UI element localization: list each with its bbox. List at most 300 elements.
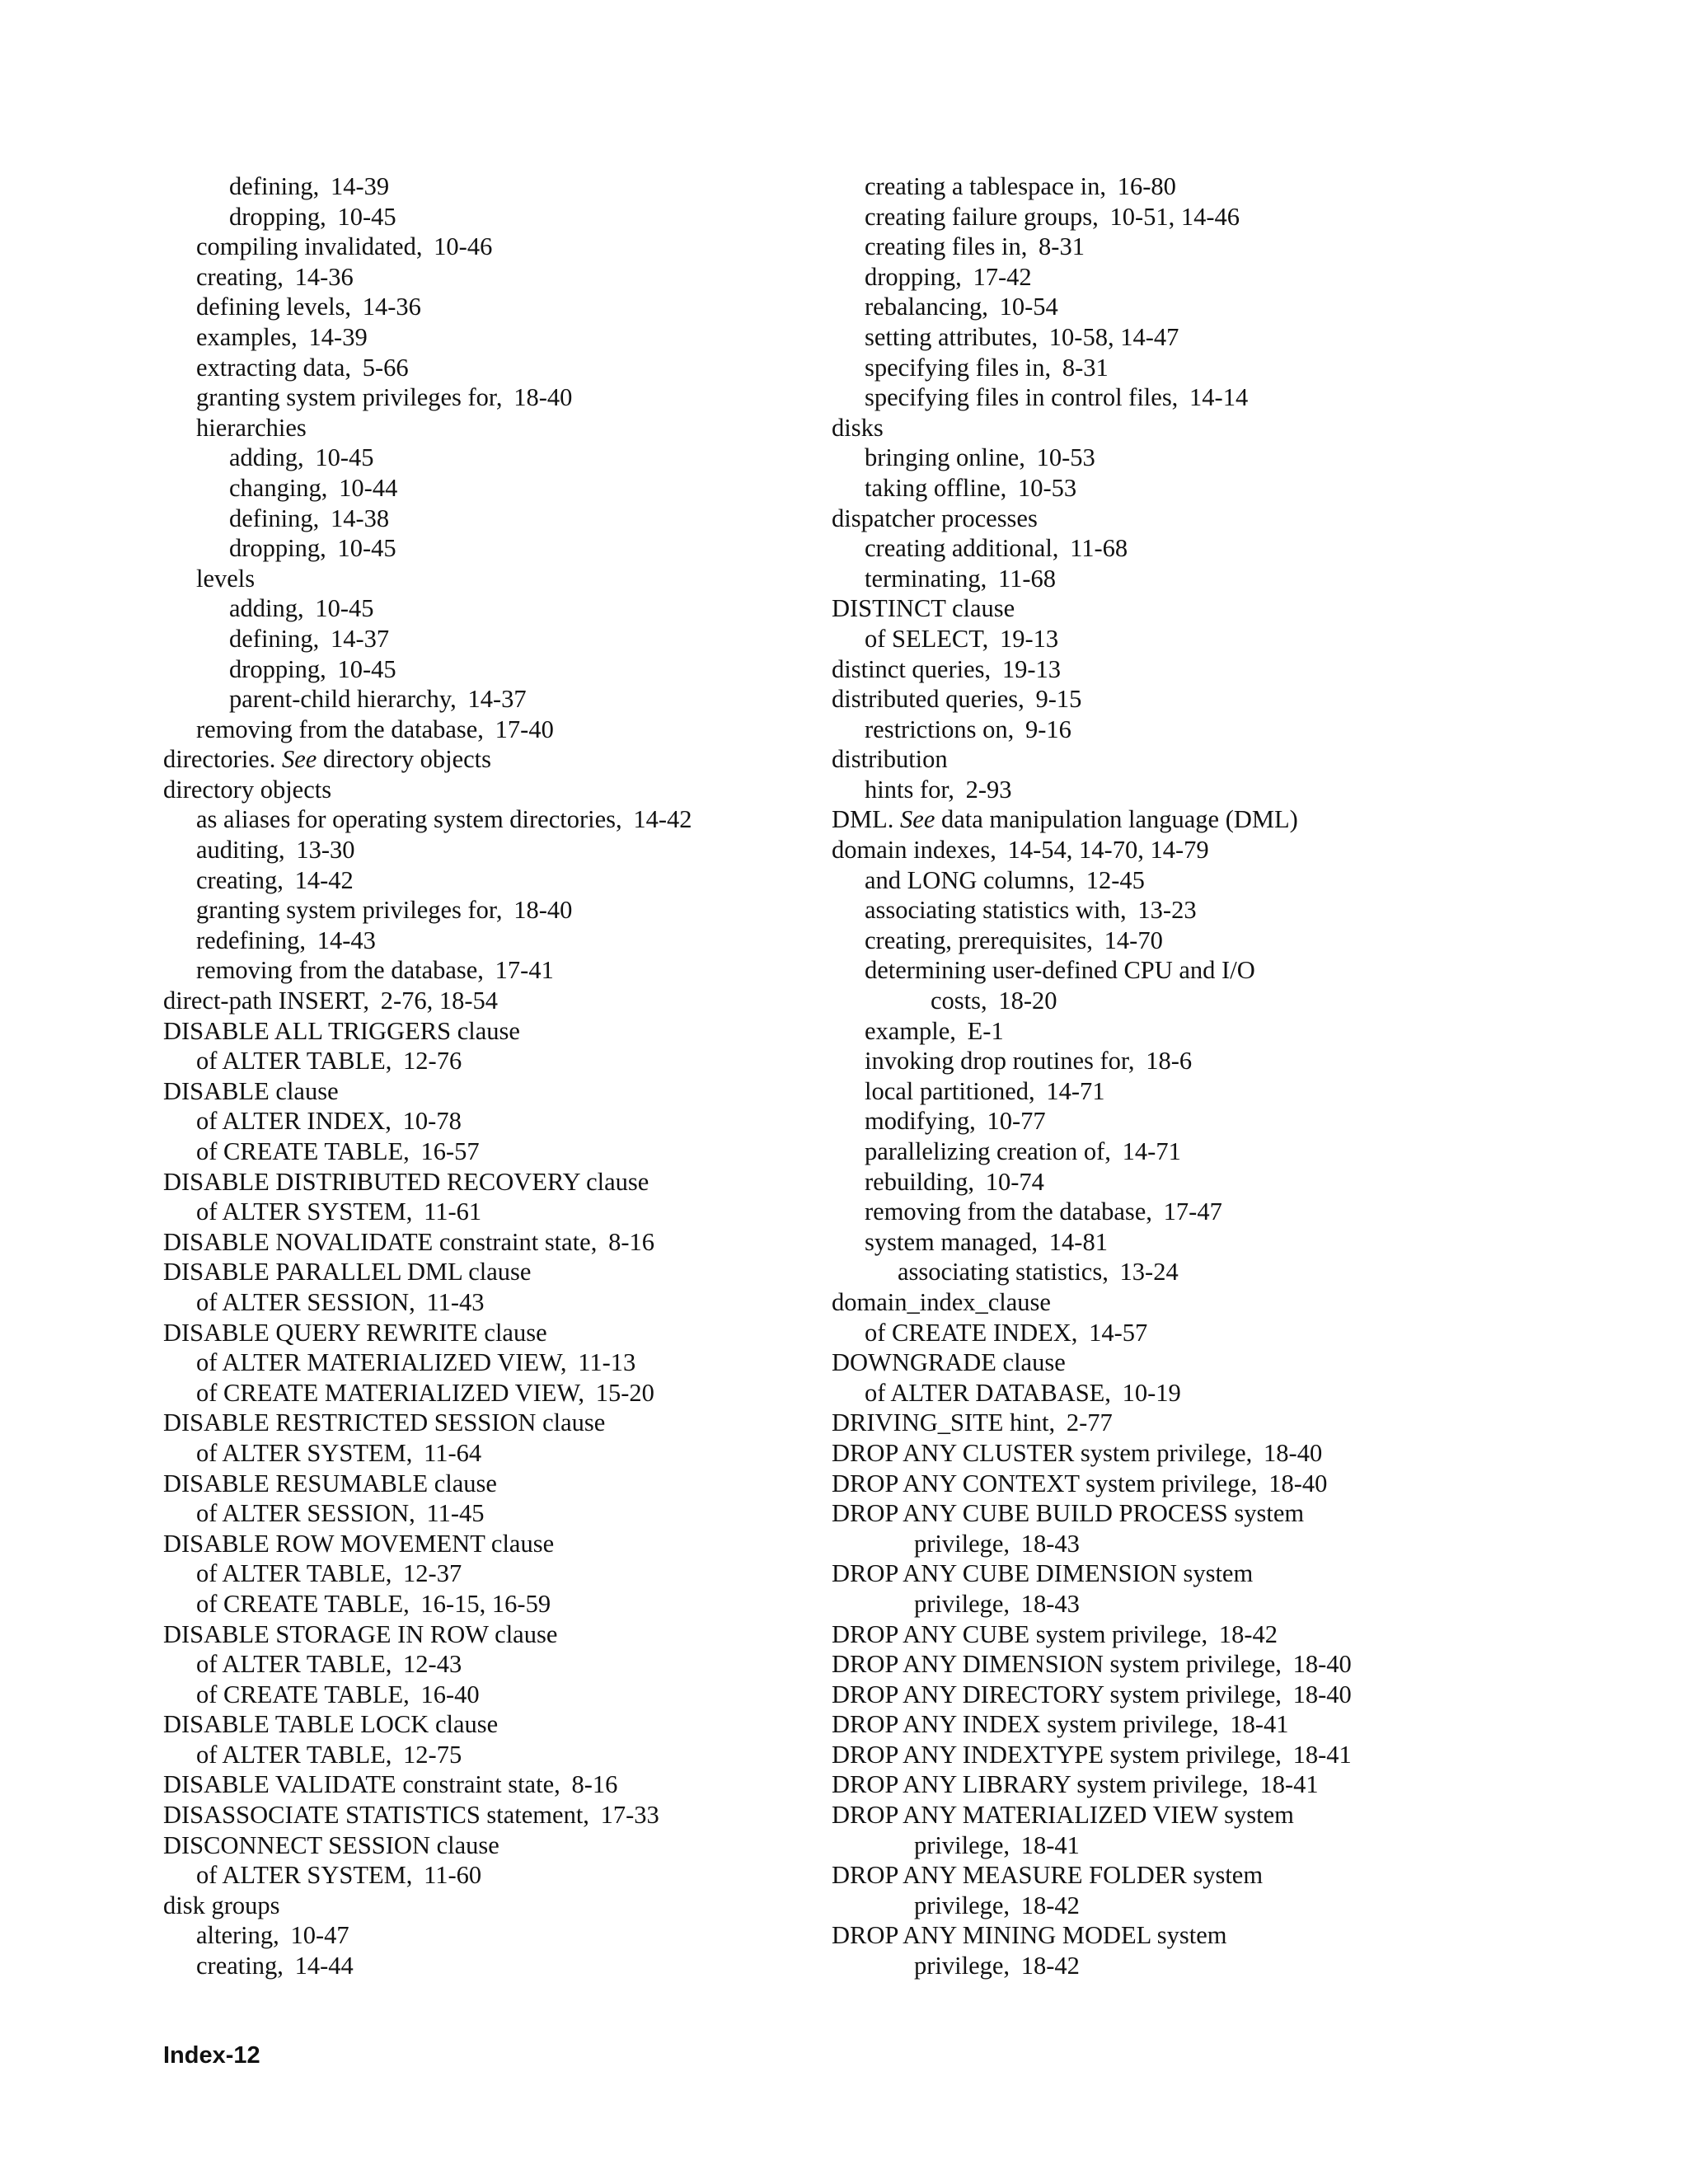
index-term: terminating, xyxy=(865,564,987,593)
index-term: defining levels, xyxy=(196,293,352,321)
page-reference: 14-70 xyxy=(1104,926,1163,954)
page-reference: 14-39 xyxy=(308,322,368,351)
index-term: adding, xyxy=(229,443,304,472)
page-reference: 12-76 xyxy=(403,1047,462,1076)
index-term: DISABLE RESTRICTED SESSION clause xyxy=(163,1408,606,1437)
index-term: associating statistics with, xyxy=(865,896,1127,925)
index-entry xyxy=(832,171,1507,202)
index-entry xyxy=(832,202,1507,232)
page-reference: 10-74 xyxy=(985,1167,1044,1196)
page-reference: 19-13 xyxy=(1001,654,1062,683)
index-entry xyxy=(832,654,1507,685)
index-term: redefining, xyxy=(196,926,306,954)
page-reference: 18-41 xyxy=(1230,1710,1289,1739)
index-term: dropping, xyxy=(229,534,326,563)
index-entry xyxy=(163,986,839,1016)
index-entry xyxy=(832,413,1507,443)
index-entry xyxy=(163,1680,839,1710)
index-term: DROP ANY LIBRARY system privilege, xyxy=(832,1770,1249,1799)
index-term: DOWNGRADE clause xyxy=(832,1348,1066,1377)
index-entry xyxy=(163,1891,839,1921)
index-term: system managed, xyxy=(865,1227,1039,1256)
index-entry xyxy=(832,1287,1507,1318)
page-reference: 14-71 xyxy=(1046,1076,1105,1105)
index-term: of CREATE TABLE, xyxy=(196,1680,410,1708)
page-footer-label: Index-12 xyxy=(163,2042,260,2069)
page-reference: 14-39 xyxy=(331,172,390,200)
index-entry xyxy=(832,1469,1507,1499)
index-entry xyxy=(163,443,839,473)
index-entry xyxy=(163,1106,839,1137)
index-term: domain_index_clause xyxy=(832,1287,1051,1316)
index-term: levels xyxy=(196,564,256,593)
index-entry xyxy=(832,1589,1507,1619)
index-term: removing from the database, xyxy=(196,956,484,985)
page-reference: 16-57 xyxy=(420,1137,480,1165)
page-reference: 18-40 xyxy=(513,383,573,412)
index-term: distribution xyxy=(832,745,948,774)
index-entry xyxy=(163,1137,839,1167)
index-term: DISABLE TABLE LOCK clause xyxy=(163,1710,499,1739)
index-entry xyxy=(832,804,1507,835)
see-reference-target: directory objects xyxy=(322,745,492,774)
index-term: domain indexes, xyxy=(832,836,996,865)
index-term: bringing online, xyxy=(865,443,1025,472)
index-entry xyxy=(832,1197,1507,1227)
index-term: extracting data, xyxy=(196,353,351,382)
index-term: of ALTER SESSION, xyxy=(196,1287,415,1316)
page-reference: 18-42 xyxy=(1020,1891,1080,1919)
index-term: DROP ANY MINING MODEL system xyxy=(832,1921,1227,1950)
page-reference: 17-41 xyxy=(495,956,554,985)
index-term: creating, xyxy=(196,262,284,291)
index-entry xyxy=(163,564,839,594)
page-reference: 12-75 xyxy=(403,1740,462,1769)
index-term: DISTINCT clause xyxy=(832,594,1015,623)
index-term: DRIVING_SITE hint, xyxy=(832,1408,1056,1437)
index-term: of ALTER TABLE, xyxy=(196,1740,392,1769)
index-term: directories. xyxy=(163,745,276,774)
index-entry xyxy=(163,533,839,564)
index-entry xyxy=(163,473,839,504)
index-term: privilege, xyxy=(914,1891,1010,1919)
index-entry xyxy=(163,1076,839,1107)
page-reference: 14-37 xyxy=(331,624,390,653)
index-entry xyxy=(163,262,839,293)
page-reference: 11-68 xyxy=(997,564,1056,593)
index-term: of ALTER SYSTEM, xyxy=(196,1438,413,1467)
index-entry xyxy=(832,1046,1507,1076)
index-entry xyxy=(832,895,1507,926)
page-reference: 10-46 xyxy=(434,232,493,261)
index-term: DISCONNECT SESSION clause xyxy=(163,1830,499,1859)
index-entry xyxy=(163,1709,839,1740)
page-reference: 11-60 xyxy=(424,1861,482,1890)
index-entry xyxy=(832,1408,1507,1438)
index-term: DROP ANY DIRECTORY system privilege, xyxy=(832,1680,1282,1708)
page-reference: 8-31 xyxy=(1039,232,1085,261)
index-entry xyxy=(832,684,1507,715)
index-term: DISABLE DISTRIBUTED RECOVERY clause xyxy=(163,1167,649,1196)
page-reference: 17-40 xyxy=(495,715,554,743)
index-entry xyxy=(163,1558,839,1589)
page-reference: 14-37 xyxy=(467,685,527,714)
page-reference: 18-40 xyxy=(1268,1469,1328,1497)
index-term: privilege, xyxy=(914,1589,1010,1618)
page-reference: 2-76, 18-54 xyxy=(380,987,499,1015)
index-term: privilege, xyxy=(914,1952,1010,1980)
page-reference: 9-15 xyxy=(1035,685,1082,714)
index-term: of ALTER TABLE, xyxy=(196,1559,392,1588)
index-term: DROP ANY CUBE DIMENSION system xyxy=(832,1559,1254,1588)
page-reference: 18-40 xyxy=(1292,1650,1352,1679)
index-entry xyxy=(163,955,839,986)
index-term: dropping, xyxy=(229,202,326,231)
index-term: defining, xyxy=(229,504,320,532)
index-entry xyxy=(832,1891,1507,1921)
index-entry xyxy=(832,1076,1507,1107)
index-entry xyxy=(832,1680,1507,1710)
index-entry xyxy=(832,322,1507,353)
index-entry xyxy=(832,353,1507,383)
index-entry xyxy=(163,593,839,624)
index-term: parallelizing creation of, xyxy=(865,1137,1111,1165)
page-reference: 18-41 xyxy=(1292,1740,1352,1769)
index-entry xyxy=(163,865,839,896)
index-term: granting system privileges for, xyxy=(196,383,503,412)
index-entry xyxy=(832,1951,1507,1981)
index-term: of CREATE MATERIALIZED VIEW, xyxy=(196,1378,585,1407)
index-entry xyxy=(163,232,839,262)
page-reference: 11-45 xyxy=(426,1499,485,1528)
see-reference-target: data manipulation language (DML) xyxy=(940,805,1298,834)
index-term: altering, xyxy=(196,1921,279,1950)
index-column-left xyxy=(163,171,839,1981)
index-term: granting system privileges for, xyxy=(196,896,503,925)
page-reference: 10-53 xyxy=(1017,473,1077,502)
index-term: dispatcher processes xyxy=(832,504,1038,532)
index-entry xyxy=(163,1529,839,1559)
index-entry xyxy=(163,775,839,805)
index-term: defining, xyxy=(229,624,320,653)
index-term: of CREATE TABLE, xyxy=(196,1137,410,1165)
page-reference: 18-40 xyxy=(513,896,573,925)
index-entry xyxy=(832,1347,1507,1378)
page-reference: 18-42 xyxy=(1020,1952,1080,1980)
index-term: restrictions on, xyxy=(865,715,1015,743)
index-term: taking offline, xyxy=(865,473,1007,502)
index-term: hints for, xyxy=(865,775,954,804)
page-reference: 18-43 xyxy=(1020,1589,1080,1618)
index-term: compiling invalidated, xyxy=(196,232,423,261)
index-term: dropping, xyxy=(229,654,326,683)
index-entry xyxy=(832,292,1507,322)
page-reference: 18-41 xyxy=(1259,1770,1319,1799)
page-reference: 2-77 xyxy=(1066,1408,1113,1437)
index-term: adding, xyxy=(229,594,304,623)
index-term: creating, prerequisites, xyxy=(865,926,1093,954)
page-reference: 14-36 xyxy=(294,262,354,291)
page-reference: 10-45 xyxy=(337,534,396,563)
index-term: DISABLE NOVALIDATE constraint state, xyxy=(163,1227,598,1256)
index-entry xyxy=(163,353,839,383)
page-reference: 14-54, 14-70, 14-79 xyxy=(1007,836,1209,865)
index-term: as aliases for operating system directories, xyxy=(196,805,622,834)
index-entry xyxy=(832,1257,1507,1287)
index-entry xyxy=(163,1800,839,1830)
index-term: DML. xyxy=(832,805,894,834)
index-entry xyxy=(163,1951,839,1981)
index-term: DISABLE QUERY REWRITE clause xyxy=(163,1318,547,1347)
page-reference: 13-24 xyxy=(1119,1258,1179,1286)
index-entry xyxy=(163,1830,839,1861)
index-entry xyxy=(832,443,1507,473)
index-entry xyxy=(163,654,839,685)
index-term: example, xyxy=(865,1016,956,1045)
page-reference: 16-80 xyxy=(1117,172,1176,200)
index-term: DISABLE ALL TRIGGERS clause xyxy=(163,1016,520,1045)
index-entry xyxy=(163,804,839,835)
index-entry xyxy=(163,292,839,322)
index-term: invoking drop routines for, xyxy=(865,1047,1135,1076)
index-entry xyxy=(832,955,1507,986)
page-reference: 10-58, 14-47 xyxy=(1048,322,1179,351)
page-reference: 18-40 xyxy=(1264,1438,1323,1467)
page-reference: 14-42 xyxy=(633,805,692,834)
index-entry xyxy=(832,473,1507,504)
page-reference: 14-42 xyxy=(294,865,354,894)
index-entry xyxy=(832,1920,1507,1951)
index-entry xyxy=(832,1860,1507,1891)
index-term: parent-child hierarchy, xyxy=(229,685,457,714)
page-reference: 14-44 xyxy=(294,1952,354,1980)
page-reference: 10-51, 14-46 xyxy=(1109,202,1240,231)
index-term: auditing, xyxy=(196,836,285,865)
index-term: creating files in, xyxy=(865,232,1028,261)
page-reference: 18-43 xyxy=(1020,1529,1080,1558)
page-reference: 13-23 xyxy=(1137,896,1197,925)
index-entry xyxy=(163,1016,839,1047)
index-entry xyxy=(832,1378,1507,1408)
page-reference: 14-43 xyxy=(316,926,376,954)
page-reference: 5-66 xyxy=(362,353,409,382)
page-reference: 11-68 xyxy=(1070,534,1128,563)
index-term: DROP ANY INDEXTYPE system privilege, xyxy=(832,1740,1282,1769)
page-reference: 18-41 xyxy=(1020,1830,1080,1859)
index-entry xyxy=(163,624,839,654)
index-term: DROP ANY CONTEXT system privilege, xyxy=(832,1469,1258,1497)
index-entry xyxy=(832,926,1507,956)
index-term: DISABLE VALIDATE constraint state, xyxy=(163,1770,560,1799)
index-entry xyxy=(832,1529,1507,1559)
index-entry xyxy=(163,1860,839,1891)
index-entry xyxy=(832,1167,1507,1197)
index-entry xyxy=(832,1227,1507,1258)
index-term: DROP ANY MEASURE FOLDER system xyxy=(832,1861,1264,1890)
index-term: creating failure groups, xyxy=(865,202,1099,231)
index-term: examples, xyxy=(196,322,298,351)
index-term: privilege, xyxy=(914,1830,1010,1859)
index-entry xyxy=(163,835,839,865)
page-reference: 14-71 xyxy=(1122,1137,1181,1165)
index-entry xyxy=(832,382,1507,413)
index-entry xyxy=(163,1167,839,1197)
page-reference: 12-37 xyxy=(403,1559,462,1588)
index-term: of ALTER INDEX, xyxy=(196,1107,392,1136)
page-reference: 10-53 xyxy=(1036,443,1095,472)
page-reference: 10-19 xyxy=(1122,1378,1181,1407)
index-term: of ALTER DATABASE, xyxy=(865,1378,1111,1407)
index-term: rebalancing, xyxy=(865,293,988,321)
index-entry xyxy=(163,1438,839,1469)
index-entry xyxy=(832,533,1507,564)
index-entry xyxy=(163,1769,839,1800)
index-entry xyxy=(163,1227,839,1258)
index-entry xyxy=(832,1709,1507,1740)
index-term: directory objects xyxy=(163,775,332,804)
page-reference: 16-40 xyxy=(420,1680,480,1708)
page-reference: 13-30 xyxy=(296,836,355,865)
index-term: of CREATE TABLE, xyxy=(196,1589,410,1618)
index-term: DROP ANY DIMENSION system privilege, xyxy=(832,1650,1282,1679)
page-reference: 11-61 xyxy=(424,1197,482,1226)
see-reference-label: See xyxy=(281,745,317,774)
index-entry xyxy=(163,1740,839,1770)
index-entry xyxy=(832,1830,1507,1861)
page-reference: 2-93 xyxy=(965,775,1012,804)
index-entry xyxy=(163,171,839,202)
index-term: of CREATE INDEX, xyxy=(865,1318,1078,1347)
index-term: of SELECT, xyxy=(865,624,989,653)
index-entry xyxy=(163,1408,839,1438)
page-reference: 17-33 xyxy=(600,1801,659,1830)
index-term: of ALTER SYSTEM, xyxy=(196,1197,413,1226)
index-entry xyxy=(163,1649,839,1680)
index-term: specifying files in, xyxy=(865,353,1052,382)
index-term: costs, xyxy=(931,987,987,1015)
index-term: creating a tablespace in, xyxy=(865,172,1106,200)
index-term: removing from the database, xyxy=(865,1197,1152,1226)
index-term: of ALTER SESSION, xyxy=(196,1499,415,1528)
index-term: privilege, xyxy=(914,1529,1010,1558)
index-entry xyxy=(163,382,839,413)
page-reference: 8-31 xyxy=(1062,353,1109,382)
page-reference: 10-45 xyxy=(337,654,396,683)
page-reference: 19-13 xyxy=(999,624,1059,653)
index-entry xyxy=(163,1498,839,1529)
index-term: DROP ANY MATERIALIZED VIEW system xyxy=(832,1801,1294,1830)
page-reference: 10-78 xyxy=(402,1107,462,1136)
index-entry xyxy=(163,1318,839,1348)
index-term: creating, xyxy=(196,865,284,894)
page-reference: 14-38 xyxy=(331,504,390,532)
index-term: distributed queries, xyxy=(832,685,1025,714)
index-term: distinct queries, xyxy=(832,654,992,683)
page-reference: 11-64 xyxy=(424,1438,482,1467)
index-term: DISABLE STORAGE IN ROW clause xyxy=(163,1619,558,1648)
index-entry xyxy=(163,504,839,534)
index-entry xyxy=(832,1619,1507,1650)
index-entry xyxy=(832,232,1507,262)
index-entry xyxy=(832,775,1507,805)
index-term: associating statistics, xyxy=(898,1258,1109,1286)
index-term: defining, xyxy=(229,172,320,200)
index-entry xyxy=(832,1318,1507,1348)
index-term: DISASSOCIATE STATISTICS statement, xyxy=(163,1801,589,1830)
index-entry xyxy=(832,1438,1507,1469)
index-entry xyxy=(163,1046,839,1076)
page-reference: 10-45 xyxy=(337,202,396,231)
index-entry xyxy=(832,715,1507,745)
index-entry xyxy=(832,1649,1507,1680)
page-reference: 14-14 xyxy=(1189,383,1249,412)
index-term: DROP ANY INDEX system privilege, xyxy=(832,1710,1219,1739)
page-reference: 11-43 xyxy=(426,1287,485,1316)
page-reference: 8-16 xyxy=(608,1227,654,1256)
page-reference: 18-20 xyxy=(998,987,1057,1015)
page-reference: 10-77 xyxy=(987,1107,1046,1136)
page-reference: 16-15, 16-59 xyxy=(420,1589,551,1618)
index-entry xyxy=(832,1498,1507,1529)
index-entry xyxy=(163,926,839,956)
index-entry xyxy=(832,504,1507,534)
index-entry xyxy=(832,1769,1507,1800)
see-reference-label: See xyxy=(900,805,935,834)
index-term: creating, xyxy=(196,1952,284,1980)
index-entry xyxy=(163,413,839,443)
page-reference: 8-16 xyxy=(571,1770,618,1799)
page-reference: E-1 xyxy=(967,1016,1004,1045)
index-entry xyxy=(163,895,839,926)
index-entry xyxy=(163,1197,839,1227)
index-column-right xyxy=(832,171,1507,1981)
index-term: dropping, xyxy=(865,262,962,291)
index-entry xyxy=(163,1469,839,1499)
index-entry xyxy=(832,865,1507,896)
page-reference: 15-20 xyxy=(595,1378,654,1407)
index-term: direct-path INSERT, xyxy=(163,987,370,1015)
index-entry xyxy=(163,1619,839,1650)
index-entry xyxy=(832,564,1507,594)
index-entry xyxy=(832,262,1507,293)
page-reference: 17-42 xyxy=(973,262,1032,291)
index-term: DISABLE PARALLEL DML clause xyxy=(163,1258,532,1286)
page-reference: 10-45 xyxy=(315,443,374,472)
index-term: local partitioned, xyxy=(865,1076,1035,1105)
index-entry xyxy=(163,1287,839,1318)
index-entry xyxy=(163,715,839,745)
page-reference: 10-54 xyxy=(999,293,1058,321)
index-term: changing, xyxy=(229,473,328,502)
index-entry xyxy=(163,1257,839,1287)
index-entry xyxy=(832,624,1507,654)
page-reference: 14-57 xyxy=(1089,1318,1148,1347)
index-term: determining user-defined CPU and I/O xyxy=(865,956,1255,985)
page-reference: 14-36 xyxy=(362,293,421,321)
index-entry xyxy=(163,744,839,775)
index-entry xyxy=(832,986,1507,1016)
index-entry xyxy=(163,1347,839,1378)
index-term: hierarchies xyxy=(196,413,307,442)
index-term: rebuilding, xyxy=(865,1167,974,1196)
page-reference: 12-45 xyxy=(1085,865,1145,894)
index-entry xyxy=(832,1016,1507,1047)
index-term: disks xyxy=(832,413,884,442)
page-reference: 14-81 xyxy=(1048,1227,1108,1256)
page-reference: 18-6 xyxy=(1146,1047,1193,1076)
index-entry xyxy=(163,1589,839,1619)
index-term: setting attributes, xyxy=(865,322,1039,351)
